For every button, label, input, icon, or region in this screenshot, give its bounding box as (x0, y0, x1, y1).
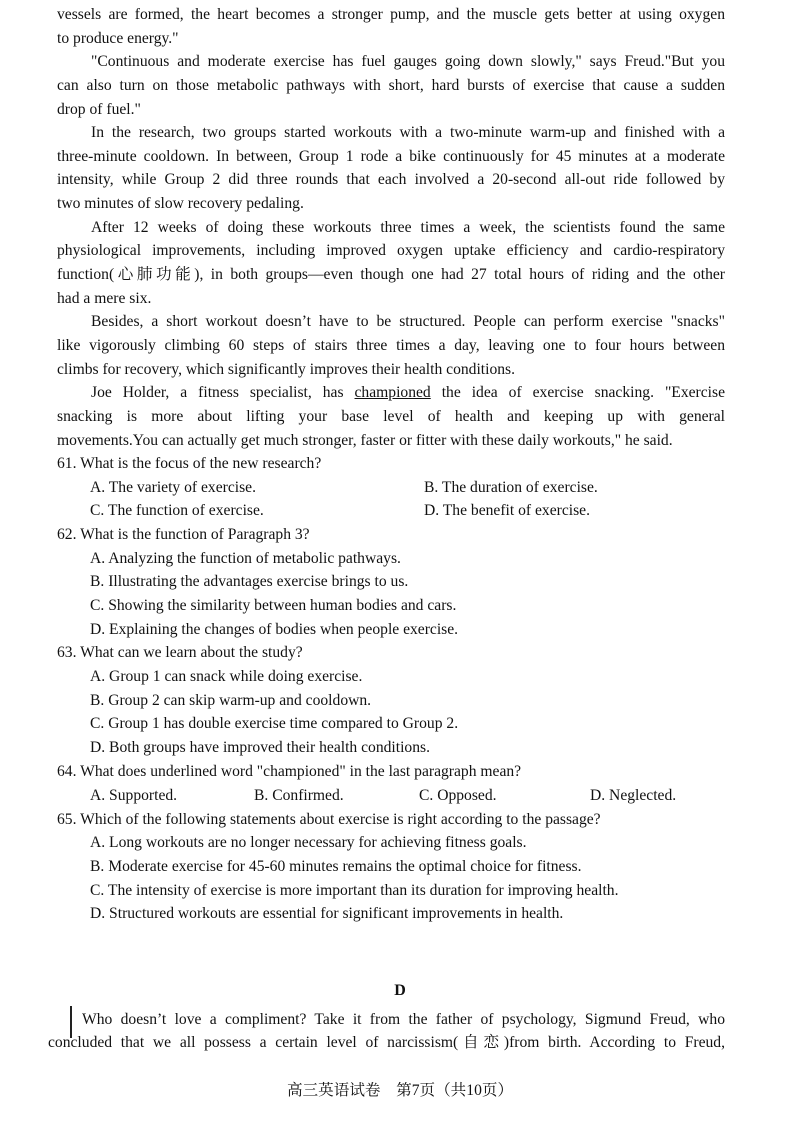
text-line (57, 381, 725, 405)
question-63 (57, 641, 725, 759)
option-b: B. Moderate exercise for 45-60 minutes remains the optimal choice for fitness. (90, 858, 582, 876)
text-segment: Joe Holder, a fitness specialist, has (91, 384, 344, 402)
text-line: Besides, a short workout doesn’t have to be structured. People can perform exercise "snacks" (91, 313, 725, 331)
question-64 (57, 760, 725, 808)
option-a: A. Group 1 can snack while doing exercise. (90, 667, 363, 685)
option-c: C. The intensity of exercise is more important than its duration for improving health. (90, 881, 619, 899)
text-line: three-minute cooldown. In between, Group 1 rode a bike continuously for 45 minutes at a moderate (57, 147, 725, 165)
option-b: B. Illustrating the advantages exercise brings to us. (90, 573, 409, 591)
passage-d (48, 1009, 725, 1054)
option-d: D. Structured workouts are essential for significant improvements in health. (90, 905, 564, 923)
option-a: A. Long workouts are no longer necessary for achieving fitness goals. (90, 834, 527, 852)
option-d: D. Explaining the changes of bodies when people exercise. (90, 620, 459, 638)
option-d: D. Both groups have improved their health conditions. (90, 738, 430, 756)
option-d: D. Neglected. (590, 787, 677, 805)
text-line: physiological improvements, including improved oxygen uptake efficiency and cardio-respiratory (57, 242, 725, 260)
text-line: can also turn on those metabolic pathways with short, hard bursts of exercise that cause a sudden (57, 76, 725, 94)
option-b: B. Confirmed. (254, 787, 344, 805)
option-a: A. The variety of exercise. (90, 478, 256, 496)
question-62 (57, 523, 725, 641)
text-line: climbs for recovery, which significantly improves their health conditions. (57, 360, 516, 378)
option-b: B. The duration of exercise. (424, 478, 598, 496)
text-line: two minutes of slow recovery pedaling. (57, 195, 304, 213)
question-stem: 64. What does underlined word "championed" in the last paragraph mean? (57, 762, 522, 780)
text-line: In the research, two groups started workouts with a two-minute warm-up and finished with a (91, 124, 725, 142)
option-a: A. Analyzing the function of metabolic pathways. (90, 549, 401, 567)
text-line: function(心肺功能), in both groups—even though one had 27 total hours of riding and the other (57, 266, 725, 284)
question-stem: 65. Which of the following statements about exercise is right according to the passage? (57, 810, 601, 828)
text-line: movements.You can actually get much stronger, faster or fitter with these daily workouts," he said. (57, 431, 673, 449)
underlined-word: championed (354, 384, 431, 402)
text-line: had a mere six. (57, 289, 152, 307)
option-c: C. Opposed. (419, 787, 497, 805)
section-heading: D (394, 982, 406, 999)
text-line: Who doesn’t love a compliment? Take it from the father of psychology, Sigmund Freud, who (82, 1011, 725, 1028)
question-65 (57, 808, 725, 926)
text-line: After 12 weeks of doing these workouts three times a week, the scientists found the same (91, 218, 725, 236)
text-line: snacking is more about lifting your base level of health and keeping up with general (57, 407, 725, 425)
option-a: A. Supported. (90, 787, 178, 805)
text-line: intensity, while Group 2 did three rounds that each involved a 20-second all-out ride followed by (57, 171, 725, 189)
option-c: C. Showing the similarity between human bodies and cars. (90, 597, 457, 615)
question-stem: 61. What is the focus of the new research? (57, 455, 322, 473)
page-footer: 高三英语试卷 第7页（共10页） (286, 1082, 514, 1099)
option-d: D. The benefit of exercise. (424, 502, 590, 520)
question-61 (57, 452, 725, 523)
option-c: C. The function of exercise. (90, 502, 264, 520)
option-b: B. Group 2 can skip warm-up and cooldown. (90, 691, 372, 709)
text-line: vessels are formed, the heart becomes a stronger pump, and the muscle gets better at using oxygen (57, 6, 725, 23)
text-line: like vigorously climbing 60 steps of stairs three times a day, leaving one to four hours between (57, 336, 725, 354)
text-line: drop of fuel." (57, 100, 141, 118)
option-c: C. Group 1 has double exercise time compared to Group 2. (90, 715, 459, 733)
text-segment: the idea of exercise snacking. "Exercise (441, 384, 725, 402)
question-stem: 63. What can we learn about the study? (57, 644, 303, 662)
text-line: to produce energy." (57, 29, 179, 47)
text-line: "Continuous and moderate exercise has fuel gauges going down slowly," says Freud."But you (91, 53, 725, 71)
question-stem: 62. What is the function of Paragraph 3? (57, 526, 310, 544)
passage-c (57, 3, 725, 926)
text-line: concluded that we all possess a certain level of narcissism(自恋)from birth. According to Freud, (48, 1033, 725, 1051)
